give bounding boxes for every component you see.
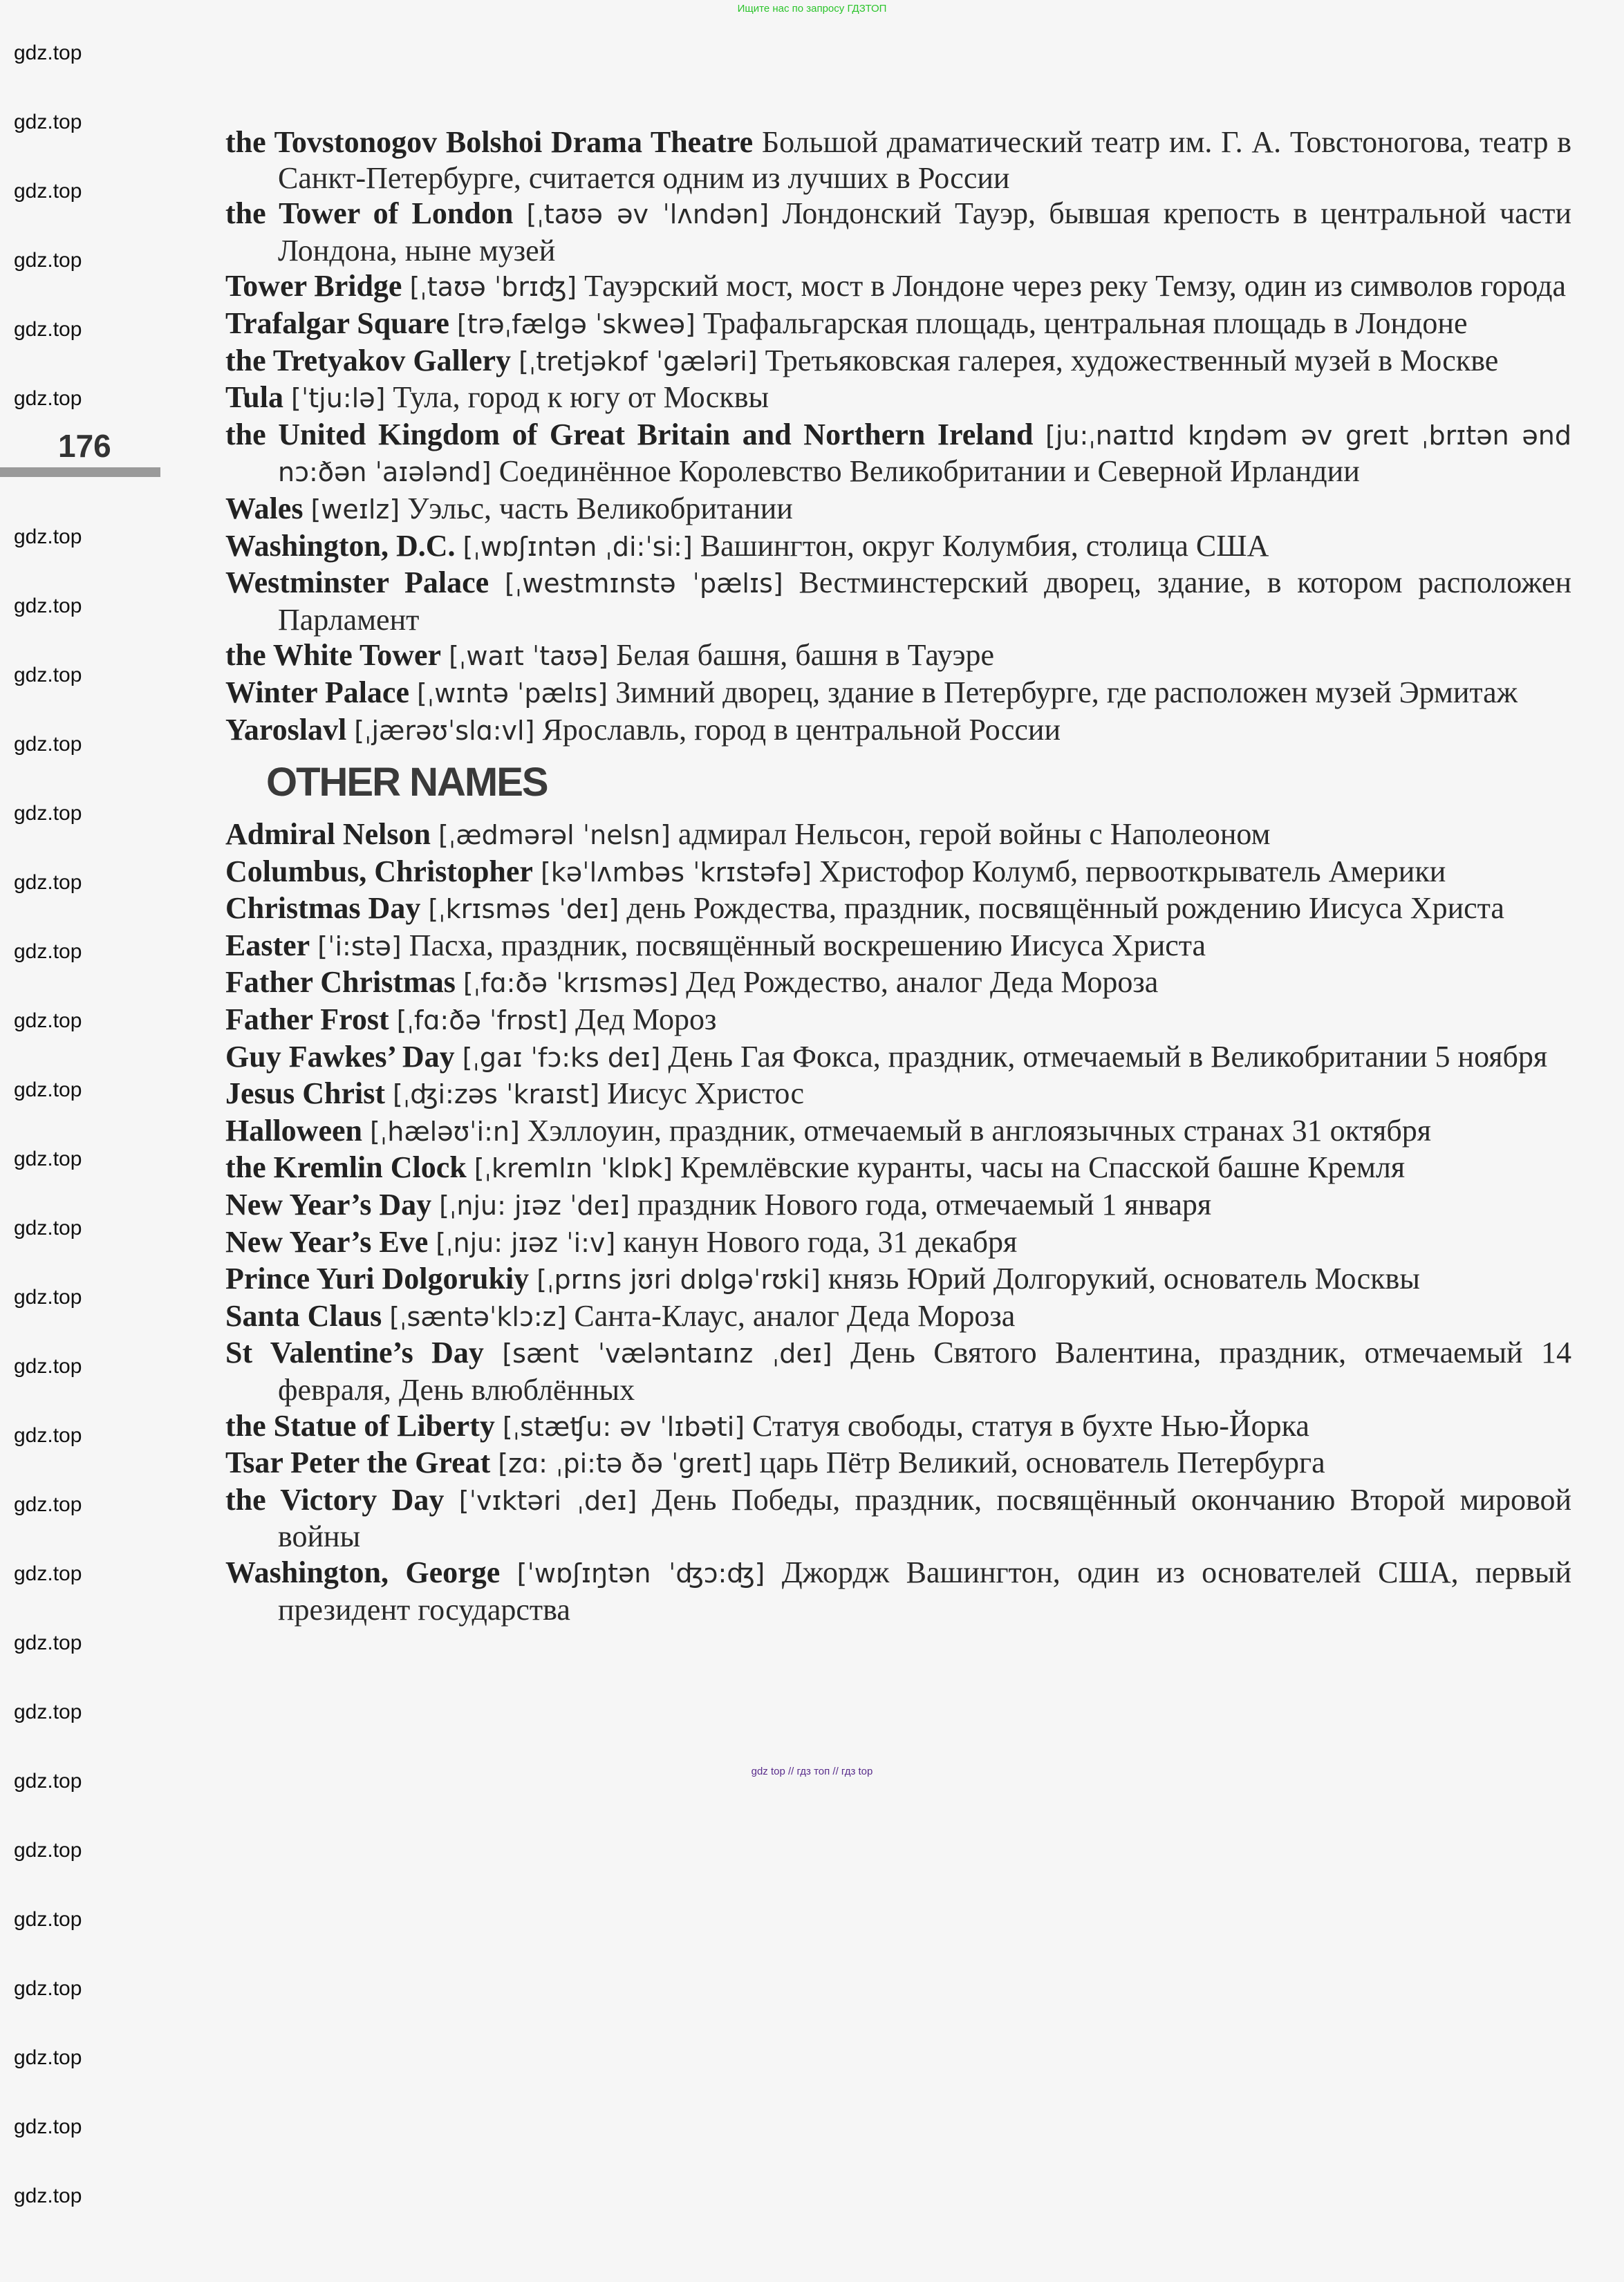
watermark: gdz.top (14, 1078, 82, 1101)
watermark: gdz.top (14, 2185, 82, 2207)
watermark: gdz.top (14, 41, 82, 64)
glossary-term: Christmas Day (225, 891, 421, 926)
glossary-term: Winter Palace (225, 675, 409, 709)
watermark: gdz.top (14, 180, 82, 203)
definition: Дед Рождество, аналог Деда Мороза (686, 965, 1159, 1000)
transcription: [ˌkrɪsməs ˈdeɪ] (428, 894, 619, 925)
glossary-term: the Statue of Liberty (225, 1408, 495, 1443)
definition: Христофор Колумб, первооткрыватель Америки (819, 854, 1446, 888)
watermark: gdz.top (14, 595, 82, 617)
definition: Большой драматический театр им. Г. А. Товстоногова, театр в Санкт-Петербурге, считается одним из лучших в России (278, 125, 1572, 195)
definition: день Рождества, праздник, посвящённый рождению Иисуса Христа (626, 891, 1504, 926)
transcription: [weɪlz] (310, 494, 400, 525)
transcription: [trəˌfælgə ˈskweə] (456, 308, 696, 339)
glossary-term: New Year’s Eve (225, 1224, 429, 1259)
watermark: gdz.top (14, 1217, 82, 1240)
definition: канун Нового года, 31 декабря (623, 1224, 1018, 1259)
transcription: [ˈwɒʃɪŋtən ˈʤɔ:ʤ] (516, 1558, 765, 1589)
watermark: gdz.top (14, 1562, 82, 1585)
definition: Кремлёвские куранты, часы на Спасской башне Кремля (680, 1150, 1406, 1185)
watermark: gdz.top (14, 802, 82, 825)
glossary-column (225, 0, 1571, 1787)
glossary-term: Washington, D.C. (225, 528, 456, 563)
transcription: [sænt ˈvæləntaɪnz ˌdeɪ] (502, 1338, 832, 1369)
definition: праздник Нового года, отмечаемый 1 января (637, 1188, 1212, 1222)
definition: Вашингтон, округ Колумбия, столица США (700, 528, 1269, 563)
definition: Зимний дворец, здание в Петербурге, где расположен музей Эрмитаж (615, 675, 1518, 709)
transcription: [ˌfɑ:ðə ˈkrɪsməs] (463, 968, 679, 999)
definition: Вестминстерский дворец, здание, в котором расположен Парламент (278, 565, 1572, 637)
glossary-term: Halloween (225, 1113, 362, 1148)
glossary-entry (225, 491, 1571, 528)
watermark: gdz.top (14, 940, 82, 963)
glossary-entry (225, 343, 1571, 380)
watermark: gdz.top (14, 1701, 82, 1723)
watermark: gdz.top (14, 1977, 82, 2000)
definition: Санта-Клаус, аналог Деда Мороза (574, 1298, 1016, 1333)
transcription: [ˌnju: jɪəz ˈi:v] (436, 1227, 616, 1258)
transcription: [ˌtaʊə əv ˈlʌndən] (526, 199, 769, 230)
definition: Лондонский Тауэр, бывшая крепость в центральной части Лондона, ныне музей (278, 196, 1572, 268)
watermark: gdz.top (14, 1493, 82, 1516)
other-names-list (225, 816, 1571, 1627)
watermark: gdz.top (14, 2115, 82, 2138)
watermark: gdz.top (14, 1355, 82, 1378)
transcription: [ˌjærəʊˈslɑ:vl] (354, 715, 535, 746)
glossary-entry (225, 1555, 1571, 1627)
page-number-bar (0, 467, 160, 477)
glossary-term: Tsar Peter the Great (225, 1446, 491, 1480)
definition: Тула, город к югу от Москвы (393, 380, 769, 415)
definition: Третьяковская галерея, художественный музей в Москве (765, 343, 1499, 377)
glossary-entry (225, 306, 1571, 343)
glossary-entry (225, 417, 1571, 491)
watermark: gdz.top (14, 387, 82, 410)
glossary-term: the Tretyakov Gallery (225, 343, 512, 377)
glossary-term: the Tovstonogov Bolshoi Drama Theatre (225, 125, 754, 159)
transcription: [ˌstæʧu: əv ˈlɪbəti] (502, 1411, 745, 1442)
glossary-term: Admiral Nelson (225, 817, 431, 852)
glossary-term: Yaroslavl (225, 712, 347, 747)
glossary-entry (225, 816, 1571, 854)
glossary-term: Santa Claus (225, 1298, 382, 1333)
glossary-term: Columbus, Christopher (225, 854, 533, 888)
glossary-term: Westminster Palace (225, 565, 489, 600)
transcription: [ˌgaɪ ˈfɔ:ks deɪ] (462, 1042, 661, 1073)
definition: День Победы, праздник, посвящённый окончанию Второй мировой войны (278, 1482, 1571, 1554)
transcription: [ˌædmərəl ˈnelsn] (438, 820, 671, 851)
transcription: [ju:ˌnaɪtɪd kɪŋdəm əv greɪt ˌbrɪtən ənd nɔ:ðən ˈaɪələnd] (278, 420, 1572, 488)
definition: Уэльс, часть Великобритании (407, 491, 793, 525)
transcription: [ˌwɒʃɪntən ˌdi:ˈsi:] (463, 531, 693, 562)
glossary-term: Jesus Christ (225, 1076, 386, 1111)
glossary-entry (225, 565, 1571, 637)
watermark: gdz.top (14, 664, 82, 686)
glossary-term: Tower Bridge (225, 269, 402, 303)
glossary-entry (225, 1408, 1571, 1446)
glossary-term: the White Tower (225, 638, 442, 673)
definition: Трафальгарская площадь, центральная площадь в Лондоне (702, 306, 1468, 340)
transcription: [ˈvɪktəri ˌdeɪ] (458, 1485, 637, 1516)
transcription: [ˌkremlɪn ˈklɒk] (474, 1153, 673, 1184)
transcription: [ˌwestmɪnstə ˈpælɪs] (504, 568, 783, 599)
glossary-term: Guy Fawkes’ Day (225, 1039, 455, 1074)
definition: царь Пётр Великий, основатель Петербурга (759, 1446, 1325, 1480)
glossary-entry (225, 1298, 1571, 1336)
glossary-entry (225, 928, 1571, 965)
definition: Дед Мороз (575, 1002, 717, 1037)
glossary-term: Wales (225, 491, 304, 525)
transcription: [ˌʤi:zəs ˈkraɪst] (393, 1079, 600, 1110)
glossary-term: the Victory Day (225, 1482, 445, 1517)
glossary-term: St Valentine’s Day (225, 1336, 484, 1370)
definition: Пасха, праздник, посвящённый воскрешению Иисуса Христа (409, 928, 1206, 962)
transcription: [ˌsæntəˈklɔ:z] (389, 1301, 567, 1332)
glossary-entry (225, 1335, 1571, 1407)
glossary-entry (225, 637, 1571, 675)
watermark: gdz.top (14, 733, 82, 756)
glossary-entry (225, 196, 1571, 268)
transcription: [ˌfɑ:ðə ˈfrɒst] (396, 1005, 568, 1036)
watermark: gdz.top (14, 2046, 82, 2069)
definition: Хэллоуин, праздник, отмечаемый в англоязычных странах 31 октября (527, 1113, 1431, 1148)
transcription: [ˌwaɪt ˈtaʊə] (449, 641, 609, 672)
transcription: [ˈtju:lə] (291, 383, 386, 414)
page-number: 176 (58, 428, 111, 464)
watermark: gdz.top (14, 1631, 82, 1654)
glossary-entry (225, 1002, 1571, 1039)
glossary-term: Tula (225, 380, 284, 415)
glossary-term: New Year’s Day (225, 1188, 432, 1222)
glossary-entry (225, 1039, 1571, 1076)
watermark: gdz.top (14, 249, 82, 272)
glossary-term: Father Frost (225, 1002, 389, 1037)
glossary-entry (225, 1113, 1571, 1150)
glossary-entry (225, 1261, 1571, 1298)
glossary-term: Father Christmas (225, 965, 456, 1000)
glossary-entry (225, 1150, 1571, 1187)
watermark: gdz.top (14, 871, 82, 894)
glossary-entry (225, 124, 1571, 196)
glossary-term: the Kremlin Clock (225, 1150, 467, 1185)
watermark: gdz.top (14, 318, 82, 341)
glossary-entry (225, 890, 1571, 928)
glossary-entry (225, 854, 1571, 891)
section-heading-other-names: OTHER NAMES (266, 760, 548, 805)
glossary-term: Trafalgar Square (225, 306, 449, 340)
definition: Джордж Вашингтон, один из основателей США, первый президент государства (278, 1555, 1572, 1627)
transcription: [ˌprɪns jʊri dɒlgəˈrʊki] (536, 1264, 821, 1296)
transcription: [ˌwɪntə ˈpælɪs] (416, 677, 608, 709)
watermark: gdz.top (14, 1009, 82, 1032)
watermark: gdz.top (14, 1908, 82, 1931)
definition: адмирал Нельсон, герой войны с Наполеоном (678, 817, 1271, 852)
glossary-entry (225, 528, 1571, 565)
definition: Белая башня, башня в Тауэре (616, 638, 995, 673)
transcription: [ˌtretjəkɒf ˈgæləri] (519, 346, 758, 377)
glossary-entry (225, 1076, 1571, 1113)
definition: День Святого Валентина, праздник, отмечаемый 14 февраля, День влюблённых (278, 1336, 1572, 1407)
glossary-entry (225, 964, 1571, 1002)
definition: Соединённое Королевство Великобритании и Северной Ирландии (498, 454, 1360, 489)
transcription: [ˌhæləʊˈi:n] (369, 1116, 520, 1147)
watermark: gdz.top (14, 1148, 82, 1170)
transcription: [zɑ: ˌpi:tə ðə ˈgreɪt] (498, 1448, 752, 1479)
transcription: [ˈi:stə] (317, 930, 402, 962)
glossary-term: the Tower of London (225, 196, 514, 231)
bottom-banner: gdz top // гдз топ // гдз top (751, 1766, 873, 1778)
glossary-entry (225, 1187, 1571, 1224)
transcription: [ˌtaʊə ˈbrɪʤ] (409, 272, 577, 303)
watermark: gdz.top (14, 1286, 82, 1309)
watermark: gdz.top (14, 111, 82, 133)
watermark: gdz.top (14, 525, 82, 548)
definition: Ярославль, город в центральной России (542, 712, 1061, 747)
watermark: gdz.top (14, 1424, 82, 1447)
glossary-term: Washington, George (225, 1555, 501, 1589)
glossary-term: Prince Yuri Dolgorukiy (225, 1262, 530, 1296)
glossary-entry (225, 380, 1571, 417)
definition: князь Юрий Долгорукий, основатель Москвы (828, 1262, 1420, 1296)
glossary-entry (225, 675, 1571, 712)
glossary-term: the United Kingdom of Great Britain and Northern Ireland (225, 417, 1034, 451)
glossary-entry (225, 712, 1571, 749)
definition: Тауэрский мост, мост в Лондоне через реку Темзу, один из символов города (584, 269, 1567, 303)
watermark: gdz.top (14, 1770, 82, 1793)
places-list (225, 124, 1571, 749)
glossary-entry (225, 268, 1571, 306)
glossary-term: Easter (225, 928, 310, 962)
glossary-entry (225, 1482, 1571, 1555)
definition: Иисус Христос (607, 1076, 804, 1111)
definition: День Гая Фокса, праздник, отмечаемый в Великобритании 5 ноября (668, 1039, 1548, 1074)
transcription: [ˌnju: jɪəz ˈdeɪ] (439, 1190, 630, 1222)
definition: Статуя свободы, статуя в бухте Нью-Йорка (752, 1408, 1309, 1443)
top-banner: Ищите нас по запросу ГДЗТОП (737, 3, 887, 15)
glossary-entry (225, 1445, 1571, 1482)
glossary-entry (225, 1224, 1571, 1262)
watermark: gdz.top (14, 1839, 82, 1862)
transcription: [kəˈlʌmbəs ˈkrɪstəfə] (540, 857, 812, 888)
